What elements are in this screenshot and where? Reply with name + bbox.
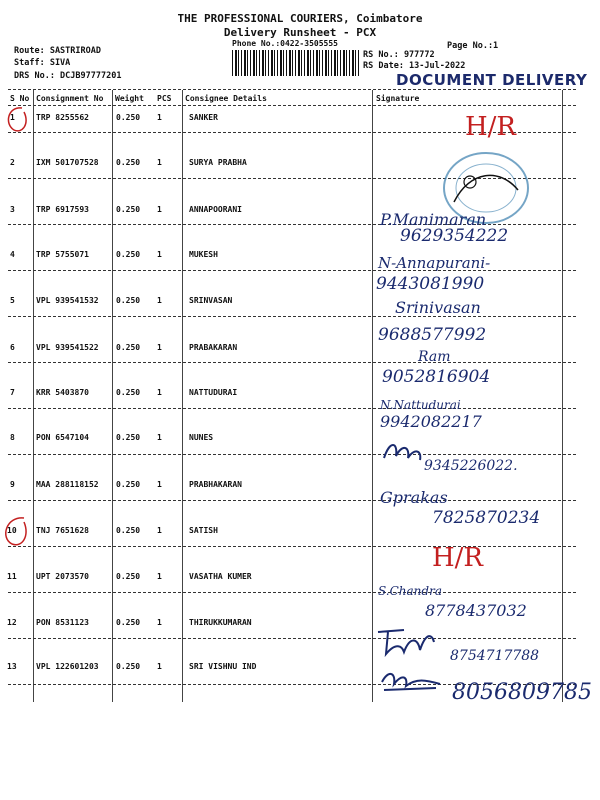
row-consignment-number: TRP 5755071 xyxy=(36,250,89,259)
handwritten-signature: Gprakas xyxy=(380,488,448,507)
row-consignee: VASATHA KUMER xyxy=(189,572,252,581)
staff: Staff: SIVA xyxy=(14,58,71,68)
row-consignment-number: IXM 501707528 xyxy=(36,158,99,167)
row-consignment-number: UPT 2073570 xyxy=(36,572,89,581)
phone-number: Phone No.:0422-3505555 xyxy=(232,39,338,48)
row-serial-number: 1 xyxy=(10,113,15,122)
row-separator xyxy=(8,270,576,271)
handwritten-phone: 8754717788 xyxy=(450,648,540,664)
row-separator xyxy=(8,454,576,455)
row-separator xyxy=(8,408,576,409)
row-consignment-number: TNJ 7651628 xyxy=(36,526,89,535)
row-serial-number: 2 xyxy=(10,158,15,167)
row-serial-number: 12 xyxy=(7,618,17,627)
row-weight: 0.250 xyxy=(116,572,141,581)
row-consignee: NATTUDURAI xyxy=(189,388,238,397)
row-consignment-number: TRP 6917593 xyxy=(36,205,89,214)
company-name: THE PROFESSIONAL COURIERS, Coimbatore xyxy=(177,12,423,25)
row-serial-number: 7 xyxy=(10,388,15,397)
route: Route: SASTRIROAD xyxy=(14,46,101,56)
row-serial-number: 11 xyxy=(7,572,17,581)
handwritten-phone: 9443081990 xyxy=(376,274,485,294)
row-weight: 0.250 xyxy=(116,250,141,259)
row-pieces: 1 xyxy=(157,572,162,581)
handwritten-phone: 8778437032 xyxy=(425,601,527,620)
row-pieces: 1 xyxy=(157,158,162,167)
col-header-sno: S No xyxy=(10,94,30,103)
row-consignment-number: TRP 8255562 xyxy=(36,113,89,122)
row-weight: 0.250 xyxy=(116,480,141,489)
column-divider xyxy=(182,90,183,702)
row-separator xyxy=(8,592,576,593)
row-serial-number: 8 xyxy=(10,433,15,442)
row-serial-number: 13 xyxy=(7,662,17,671)
row-weight: 0.250 xyxy=(116,433,141,442)
handwritten-signature-scribble xyxy=(376,664,446,696)
column-divider xyxy=(562,90,563,702)
row-pieces: 1 xyxy=(157,343,162,352)
col-header-weight: Weight xyxy=(115,94,144,103)
row-consignment-number: PON 6547104 xyxy=(36,433,89,442)
handwritten-phone: 8056809785 xyxy=(452,680,592,705)
handwritten-signature: S.Chandra xyxy=(378,584,442,598)
row-separator xyxy=(8,316,576,317)
handwritten-note: H/R xyxy=(432,543,484,573)
handwritten-phone: 9942082217 xyxy=(380,412,482,431)
col-header-signature: Signature xyxy=(376,94,420,103)
row-consignee: SANKER xyxy=(189,113,218,122)
row-consignee: PRABHAKARAN xyxy=(189,480,242,489)
row-pieces: 1 xyxy=(157,296,162,305)
table-header-rule xyxy=(8,105,576,106)
row-consignment-number: VPL 939541522 xyxy=(36,343,99,352)
col-header-consignment: Consignment No xyxy=(36,94,104,103)
row-consignment-number: MAA 288118152 xyxy=(36,480,99,489)
column-divider xyxy=(33,90,34,702)
row-weight: 0.250 xyxy=(116,343,141,352)
pen-circle-mark xyxy=(0,100,40,140)
pen-circle-mark xyxy=(0,512,40,552)
handwritten-signature: N.Nattudurai xyxy=(380,398,461,412)
row-pieces: 1 xyxy=(157,433,162,442)
handwritten-signature: Ram xyxy=(418,349,451,365)
row-pieces: 1 xyxy=(157,388,162,397)
row-weight: 0.250 xyxy=(116,662,141,671)
row-consignee: SATISH xyxy=(189,526,218,535)
row-separator xyxy=(8,500,576,501)
handwritten-signature: P.Manimaran xyxy=(380,210,487,229)
row-consignee: SRINVASAN xyxy=(189,296,233,305)
handwritten-phone: 9345226022. xyxy=(424,458,518,474)
row-weight: 0.250 xyxy=(116,526,141,535)
page-number: Page No.:1 xyxy=(447,41,499,51)
handwritten-signature-scribble xyxy=(374,624,440,660)
row-pieces: 1 xyxy=(157,250,162,259)
row-pieces: 1 xyxy=(157,662,162,671)
document-delivery-stamp: DOCUMENT DELIVERY xyxy=(396,71,588,89)
row-pieces: 1 xyxy=(157,526,162,535)
row-consignee: MUKESH xyxy=(189,250,218,259)
row-pieces: 1 xyxy=(157,205,162,214)
row-weight: 0.250 xyxy=(116,158,141,167)
row-consignee: THIRUKKUMARAN xyxy=(189,618,252,627)
handwritten-signature-scribble xyxy=(380,438,426,466)
row-weight: 0.250 xyxy=(116,388,141,397)
row-consignee: SURYA PRABHA xyxy=(189,158,247,167)
row-weight: 0.250 xyxy=(116,296,141,305)
column-divider xyxy=(372,90,373,702)
barcode xyxy=(232,50,360,76)
handwritten-signature: N-Annapurani- xyxy=(378,254,491,272)
handwritten-signature: Srinivasan xyxy=(395,298,481,317)
column-divider xyxy=(112,90,113,702)
sheet-title: Delivery Runsheet - PCX xyxy=(223,26,377,39)
row-separator xyxy=(8,362,576,363)
row-weight: 0.250 xyxy=(116,113,141,122)
row-serial-number: 10 xyxy=(7,526,17,535)
row-pieces: 1 xyxy=(157,113,162,122)
row-serial-number: 5 xyxy=(10,296,15,305)
table-top-rule xyxy=(8,89,576,90)
row-serial-number: 9 xyxy=(10,480,15,489)
row-consignment-number: VPL 122601203 xyxy=(36,662,99,671)
rs-date: RS Date: 13-Jul-2022 xyxy=(363,61,466,71)
row-serial-number: 3 xyxy=(10,205,15,214)
handwritten-phone: 9629354222 xyxy=(400,226,509,246)
row-consignee: SRI VISHNU IND xyxy=(189,662,257,671)
row-consignee: NUNES xyxy=(189,433,214,442)
row-consignment-number: KRR 5403870 xyxy=(36,388,89,397)
row-consignment-number: PON 8531123 xyxy=(36,618,89,627)
handwritten-note: H/R xyxy=(465,112,517,142)
col-header-consignee: Consignee Details xyxy=(185,94,267,103)
row-weight: 0.250 xyxy=(116,205,141,214)
row-consignee: PRABAKARAN xyxy=(189,343,238,352)
row-separator xyxy=(8,638,576,639)
row-serial-number: 6 xyxy=(10,343,15,352)
row-separator xyxy=(8,546,576,547)
row-consignee: ANNAPOORANI xyxy=(189,205,242,214)
drs-number: DRS No.: DCJB97777201 xyxy=(14,71,122,81)
row-weight: 0.250 xyxy=(116,618,141,627)
row-pieces: 1 xyxy=(157,618,162,627)
row-consignment-number: VPL 939541532 xyxy=(36,296,99,305)
rs-number: RS No.: 977772 xyxy=(363,50,435,60)
handwritten-phone: 9688577992 xyxy=(378,325,487,345)
row-pieces: 1 xyxy=(157,480,162,489)
row-serial-number: 4 xyxy=(10,250,15,259)
col-header-pcs: PCS xyxy=(157,94,172,103)
handwritten-phone: 7825870234 xyxy=(432,508,541,528)
handwritten-phone: 9052816904 xyxy=(382,367,491,387)
